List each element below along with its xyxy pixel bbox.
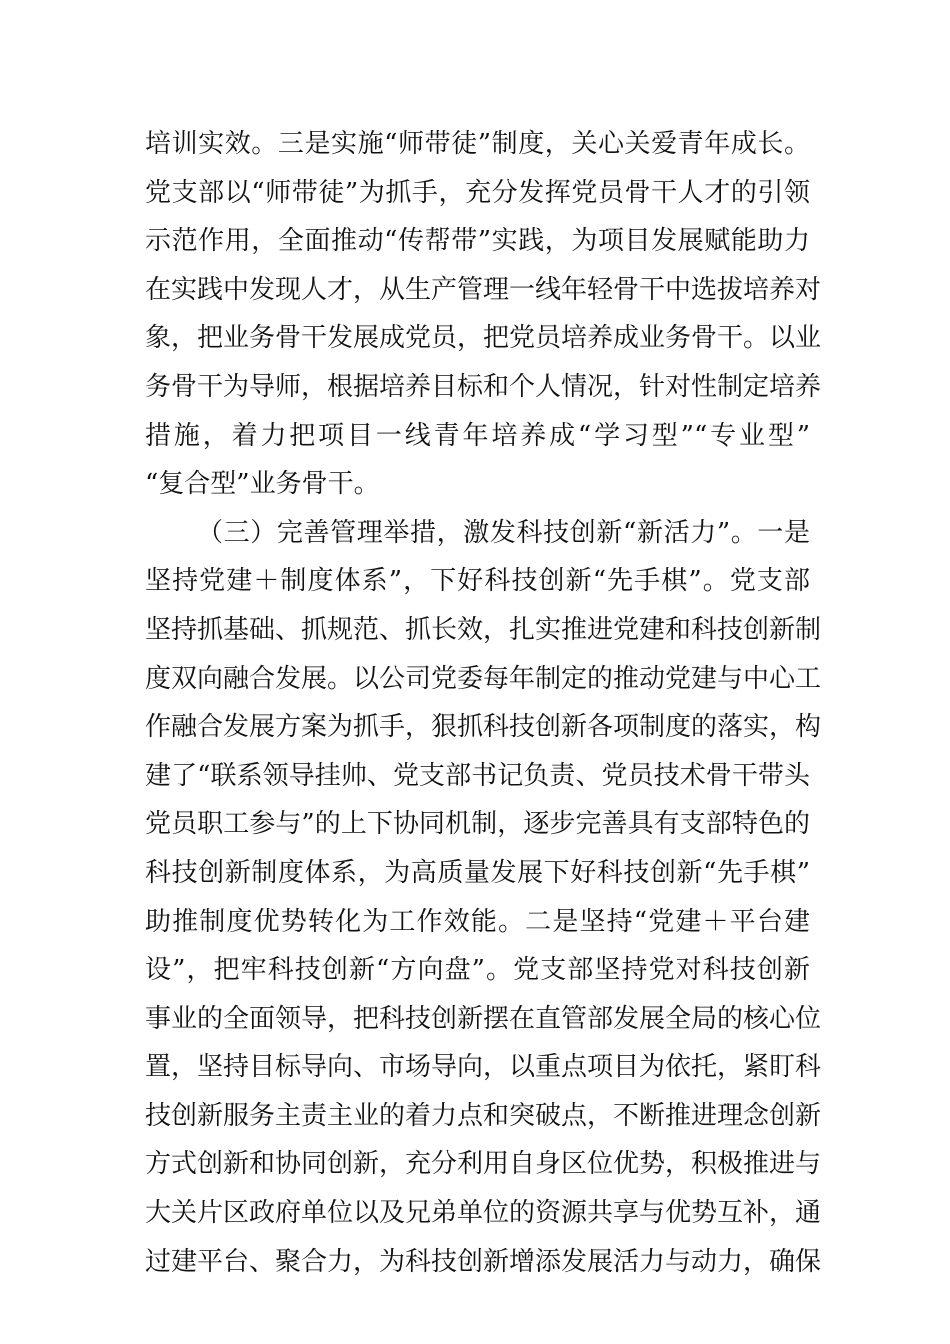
text-line: 方式创新和协同创新，充分利用自身区位优势，积极推进与 (145, 1149, 822, 1180)
text-line: 建了“联系领导挂帅、党支部书记负责、党员技术骨干带头 (145, 760, 810, 791)
body-text (145, 120, 822, 1286)
text-line: 党支部以“师带徒”为抓手，充分发挥党员骨干人才的引领 (145, 177, 810, 208)
text-line: 培训实效。三是实施“师带徒”制度，关心关爱青年成长。 (145, 129, 810, 159)
text-line: “复合型”业务骨干。 (145, 469, 380, 500)
text-line: 设”，把牢科技创新“方向盘”。党支部坚持党对科技创新 (145, 955, 810, 986)
section-heading-line: （三）完善管理举措，激发科技创新“新活力”。一是 (197, 517, 810, 548)
text-line: 科技创新制度体系，为高质量发展下好科技创新“先手棋” (145, 857, 810, 888)
text-line: 党员职工参与”的上下协同机制，逐步完善具有支部特色的 (145, 809, 810, 840)
text-line: 坚持党建＋制度体系”，下好科技创新“先手棋”。党支部 (145, 566, 810, 597)
text-line: 坚持抓基础、抓规范、抓长效，扎实推进党建和科技创新制 (145, 614, 822, 645)
text-line: 象，把业务骨干发展成党员，把党员培养成业务骨干。以业 (145, 323, 822, 354)
text-line: 度双向融合发展。以公司党委每年制定的推动党建与中心工 (145, 663, 822, 694)
text-line: 事业的全面领导，把科技创新摆在直管部发展全局的核心位 (145, 1003, 822, 1034)
text-line: 技创新服务主责主业的着力点和突破点，不断推进理念创新 (145, 1100, 822, 1131)
text-line: 过建平台、聚合力，为科技创新增添发展活力与动力，确保 (145, 1246, 822, 1277)
text-line: 作融合发展方案为抓手，狠抓科技创新各项制度的落实，构 (145, 712, 822, 743)
text-line: 置，坚持目标导向、市场导向，以重点项目为依托，紧盯科 (145, 1052, 822, 1083)
text-line: 助推制度优势转化为工作效能。二是坚持“党建＋平台建 (145, 906, 810, 937)
text-line: 在实践中发现人才，从生产管理一线年轻骨干中选拔培养对 (145, 274, 822, 305)
text-line: 大关片区政府单位以及兄弟单位的资源共享与优势互补，通 (145, 1198, 822, 1229)
text-line: 措施，着力把项目一线青年培养成“学习型”“专业型” (145, 420, 810, 451)
text-line: 示范作用，全面推动“传帮带”实践，为项目发展赋能助力 (145, 226, 810, 257)
text-line: 务骨干为导师，根据培养目标和个人情况，针对性制定培养 (145, 371, 822, 402)
